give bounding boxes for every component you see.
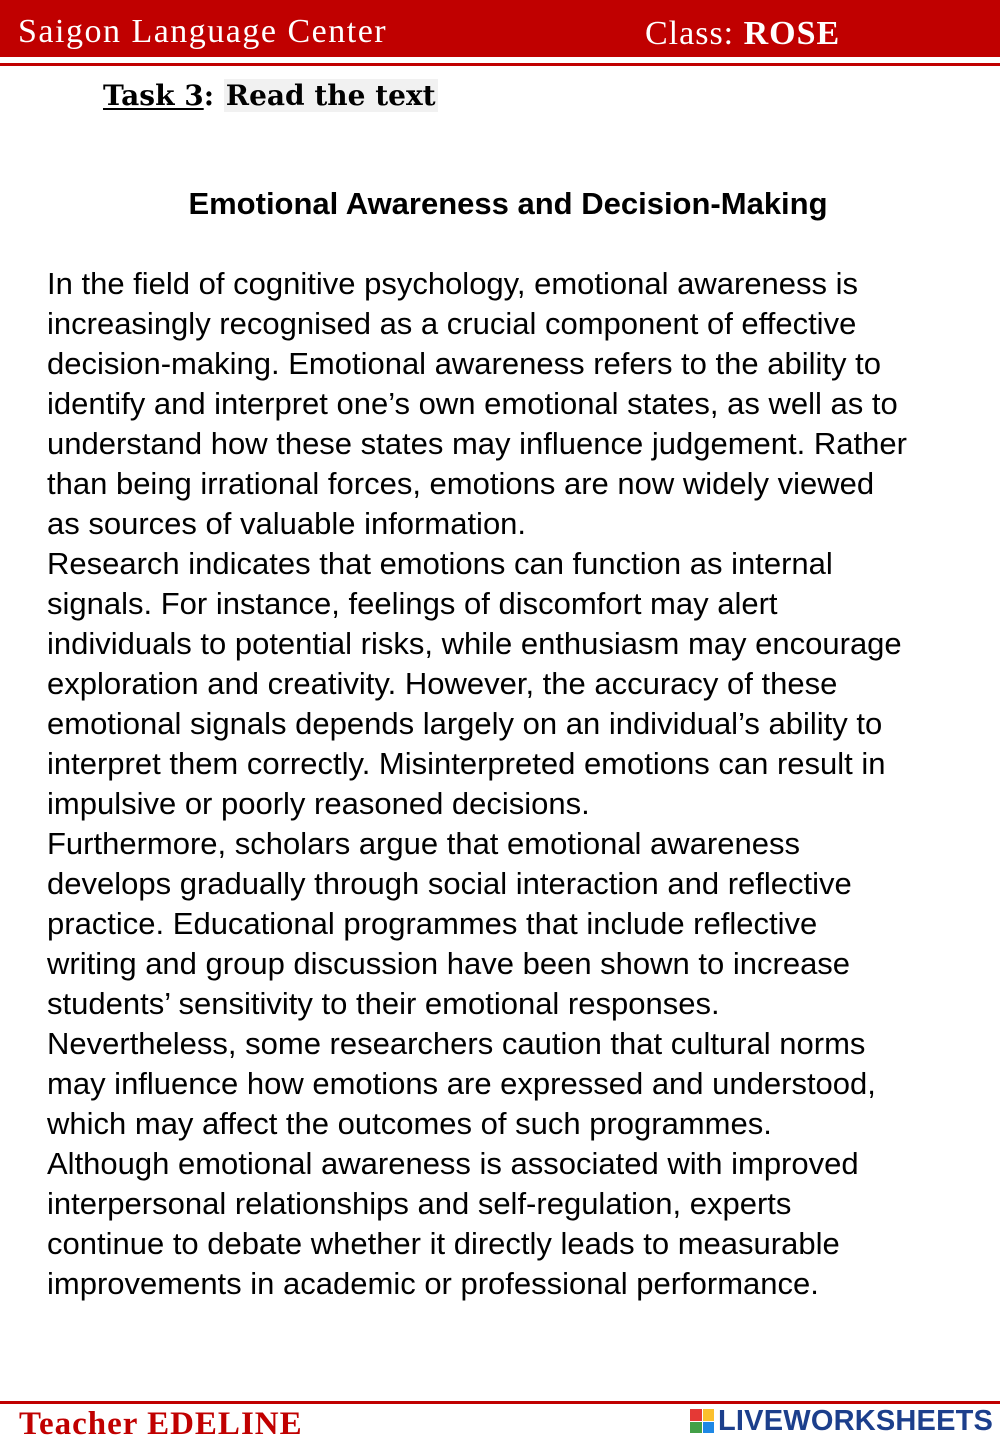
text-line: improvements in academic or professional performance. bbox=[47, 1266, 819, 1301]
task-title: Read the text bbox=[225, 79, 436, 112]
text-line: In the field of cognitive psychology, emotional awareness is bbox=[47, 266, 859, 301]
text-line: as sources of valuable information. bbox=[47, 506, 527, 541]
text-line: understand how these states may influence judgement. Rather bbox=[47, 426, 907, 461]
liveworksheets-brand[interactable] bbox=[690, 1405, 993, 1437]
text-line: signals. For instance, feelings of discomfort may alert bbox=[47, 586, 778, 621]
text-line: develops gradually through social interaction and reflective bbox=[47, 866, 852, 901]
text-line: writing and group discussion have been shown to increase bbox=[47, 946, 851, 981]
text-line: identify and interpret one’s own emotional states, as well as to bbox=[47, 386, 898, 421]
text-line: than being irrational forces, emotions are now widely viewed bbox=[47, 466, 875, 501]
text-line: emotional signals depends largely on an individual’s ability to bbox=[47, 706, 883, 741]
text-line: exploration and creativity. However, the accuracy of these bbox=[47, 666, 838, 701]
text-line: Furthermore, scholars argue that emotional awareness bbox=[47, 826, 800, 861]
center-name: Saigon Language Center bbox=[18, 13, 388, 50]
text-line: which may affect the outcomes of such programmes. bbox=[47, 1106, 772, 1141]
footer-divider bbox=[0, 1401, 1000, 1404]
header-bar bbox=[0, 0, 1000, 57]
task-separator: : bbox=[203, 79, 215, 112]
text-line: Nevertheless, some researchers caution that cultural norms bbox=[47, 1026, 866, 1061]
text-line: students’ sensitivity to their emotional responses. bbox=[47, 986, 720, 1021]
text-line: may influence how emotions are expressed and understood, bbox=[47, 1066, 876, 1101]
teacher-name: Teacher EDELINE bbox=[19, 1406, 303, 1442]
task-label: Task 3 bbox=[103, 79, 204, 112]
header-divider bbox=[0, 63, 1000, 66]
liveworksheets-logo-icon bbox=[690, 1409, 714, 1433]
text-line: practice. Educational programmes that include reflective bbox=[47, 906, 818, 941]
class-info bbox=[645, 14, 840, 54]
class-name: ROSE bbox=[743, 15, 841, 52]
class-label: Class: bbox=[645, 15, 735, 52]
text-line: interpret them correctly. Misinterpreted emotions can result in bbox=[47, 746, 886, 781]
brand-name: LIVEWORKSHEETS bbox=[718, 1405, 994, 1437]
text-line: interpersonal relationships and self-regulation, experts bbox=[47, 1186, 792, 1221]
text-line: Although emotional awareness is associated with improved bbox=[47, 1146, 859, 1181]
text-line: Research indicates that emotions can function as internal bbox=[47, 546, 833, 581]
reading-text bbox=[47, 264, 987, 1304]
text-line: individuals to potential risks, while enthusiasm may encourage bbox=[47, 626, 902, 661]
text-line: impulsive or poorly reasoned decisions. bbox=[47, 786, 590, 821]
document-title: Emotional Awareness and Decision-Making bbox=[188, 186, 828, 221]
text-line: decision-making. Emotional awareness refers to the ability to bbox=[47, 346, 881, 381]
task-heading bbox=[103, 76, 438, 116]
text-line: continue to debate whether it directly leads to measurable bbox=[47, 1226, 840, 1261]
text-line: increasingly recognised as a crucial component of effective bbox=[47, 306, 857, 341]
